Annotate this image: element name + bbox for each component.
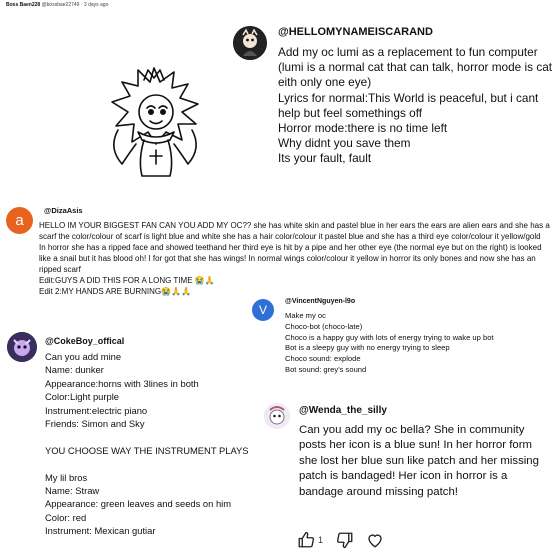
heart-button[interactable] xyxy=(365,530,385,550)
avatar[interactable] xyxy=(233,26,267,60)
thumbs-down-icon xyxy=(336,531,354,549)
avatar-character-icon xyxy=(233,26,267,60)
top-comment-header xyxy=(6,2,108,8)
avatar[interactable] xyxy=(264,403,290,429)
like-button[interactable] xyxy=(296,530,316,550)
comment-text: Add my oc lumi as a replacement to fun computer (lumi is a normal cat that can talk, horror mode is cat eith only one eye) Lyrics for normal:This World is peaceful, but i cant help but feel somethings off Horror mode:there is no time left Why didnt you save them Its your fault, fault xyxy=(278,45,553,166)
comment-username[interactable]: @VincentNguyen-l9o xyxy=(285,298,356,305)
avatar[interactable] xyxy=(7,332,37,362)
avatar-character-icon xyxy=(264,403,290,429)
heart-icon xyxy=(366,531,384,549)
top-meta: @bossbae22749 · 3 days ago xyxy=(41,2,109,8)
comment-username[interactable]: @Wenda_the_silly xyxy=(299,405,387,416)
comment-text: HELLO IM YOUR BIGGEST FAN CAN YOU ADD MY OC?? she has white skin and pastel blue in her ears the ears are alien ears and she has a scarf the color/colour of scarf is light blue and white she has a hair color/colour it pastel blue and she has a third eye color/colour it yellow/gold In horror she has a ripped face and showed teethand her third eye is hit by a pipe and her other eye (the normal eye but on the right) is looked like a snail but it has blood oh! I for got that she has wings! In normal wings color/colour it yellow in horror its only bones and now she has an ripped scarf Edit:GUYS A DID THIS FOR A LONG TIME 😭🙏 Edit 2:MY HANDS ARE BURNING😭🙏🙏 xyxy=(39,221,550,296)
avatar-character-icon xyxy=(7,332,37,362)
thumbs-up-icon xyxy=(297,531,315,549)
oc-drawing xyxy=(104,60,204,180)
comment-text: Make my oc Choco-bot (choco-late) Choco is a happy guy with lots of energy trying to wake up bot Bot is a sleepy guy with no energy trying to sleep Choco sound: explode Bot sound: grey's sound xyxy=(285,311,494,374)
comment-username[interactable]: @DizaAsis xyxy=(44,206,83,215)
comment-username[interactable]: @HELLOMYNAMEISCARAND xyxy=(278,26,433,38)
comment-text: Can you add my oc bella? She in community posts her icon is a blue sun! In her horror form she lost her blue sun like patch and her missing patch is bandaged! Her icon in horror is a bandage around missing patch! xyxy=(299,424,539,498)
avatar[interactable] xyxy=(252,299,274,321)
comment-actions xyxy=(296,530,385,550)
like-count: 1 xyxy=(318,535,324,545)
avatar[interactable] xyxy=(6,207,33,234)
avatar-letter: a xyxy=(15,212,24,229)
dislike-button[interactable] xyxy=(335,530,355,550)
top-username[interactable]: Boss Baen228 xyxy=(6,2,41,8)
comment-username[interactable]: @CokeBoy_offical xyxy=(45,336,125,346)
avatar-letter: V xyxy=(258,303,267,317)
comment-text: Can you add mine Name: dunker Appearance:horns with 3lines in both Color:Light purple Instrument:electric piano Friends: Simon and Sky YOU CHOOSE WAY THE INSTRUMENT PLAYS My lil bros Name: Straw Appearance: green leaves and seeds on him Color: red Instrument: Mexican gutiar xyxy=(45,351,249,537)
